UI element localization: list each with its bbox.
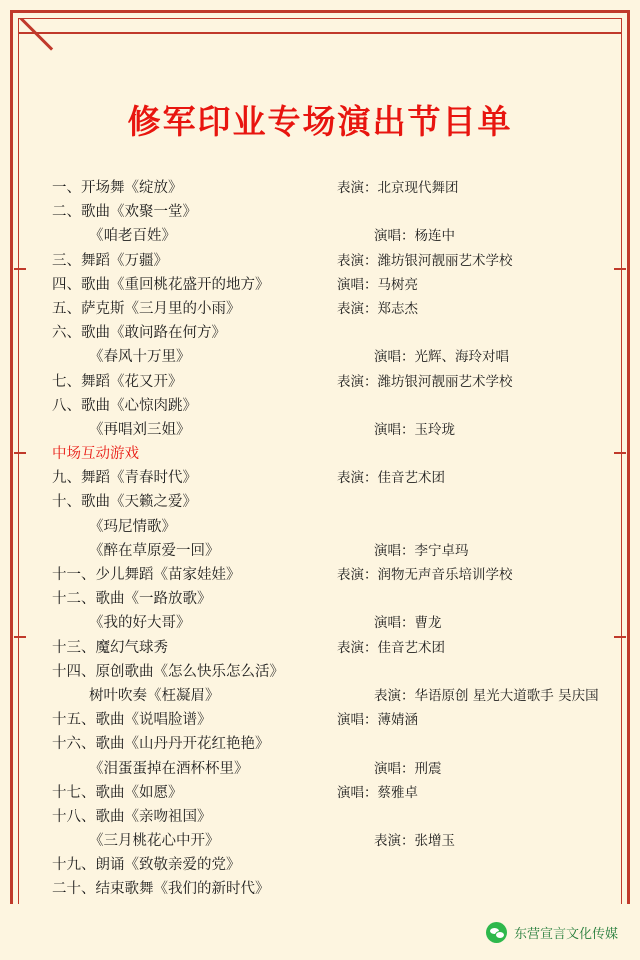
- program-row: [52, 877, 610, 901]
- program-item-title: 《玛尼情歌》: [89, 518, 176, 535]
- program-item-title: 《醉在草原爱一回》: [89, 542, 220, 559]
- program-row: [52, 829, 610, 853]
- program-row: [52, 587, 610, 611]
- program-row: [52, 345, 610, 369]
- side-tick: [14, 268, 26, 270]
- program-row: [52, 200, 610, 224]
- program-item-title: 中场互动游戏: [52, 446, 139, 463]
- program-item-title: 《咱老百姓》: [89, 228, 176, 245]
- program-row: [52, 249, 610, 273]
- program-row: [52, 732, 610, 756]
- program-row: [52, 757, 610, 781]
- program-row: [52, 708, 610, 732]
- program-item-performer: 演唱：蔡雅卓: [337, 784, 418, 801]
- program-row: [52, 224, 610, 248]
- program-item-title: 十五、歌曲《说唱脸谱》: [52, 712, 212, 729]
- decorative-band-top: [18, 18, 622, 52]
- program-item-title: 十三、魔幻气球秀: [52, 639, 168, 656]
- program-row: [52, 370, 610, 394]
- program-item-title: 《三月桃花心中开》: [89, 833, 220, 850]
- program-row: [52, 176, 610, 200]
- program-item-title: 十七、歌曲《如愿》: [52, 784, 183, 801]
- program-item-title: 十四、原创歌曲《怎么快乐怎么活》: [52, 663, 284, 680]
- program-row: [52, 563, 610, 587]
- program-item-performer: 表演：佳音艺术团: [337, 470, 445, 487]
- page-title: 修军印业专场演出节目单: [127, 102, 513, 141]
- program-item-title: 十九、朗诵《致敬亲爱的党》: [52, 857, 241, 874]
- program-item-title: 《我的好大哥》: [89, 615, 191, 632]
- program-item-title: 八、歌曲《心惊肉跳》: [52, 397, 197, 414]
- program-item-title: 三、舞蹈《万疆》: [52, 252, 168, 269]
- program-item-title: 二、歌曲《欢聚一堂》: [52, 204, 197, 221]
- program-item-performer: 演唱：马树亮: [337, 276, 418, 293]
- program-item-performer: 演唱：杨连中: [374, 228, 455, 245]
- program-row: [52, 660, 610, 684]
- program-row: [52, 297, 610, 321]
- program-item-title: 《春风十万里》: [89, 349, 191, 366]
- program-item-title: 九、舞蹈《青春时代》: [52, 470, 197, 487]
- program-list: [52, 176, 610, 902]
- program-item-performer: 表演：佳音艺术团: [337, 639, 445, 656]
- program-item-title: 十六、歌曲《山丹丹开花红艳艳》: [52, 736, 270, 753]
- program-item-title: 《泪蛋蛋掉在酒杯杯里》: [89, 760, 249, 777]
- program-item-title: 四、歌曲《重回桃花盛开的地方》: [52, 276, 270, 293]
- program-row: [52, 515, 610, 539]
- program-item-performer: 表演：潍坊银河靓丽艺术学校: [337, 252, 513, 269]
- program-item-title: 一、开场舞《绽放》: [52, 180, 183, 196]
- program-item-performer: 演唱：光辉、海玲对唱: [374, 349, 509, 366]
- program-item-title: 树叶吹奏《枉凝眉》: [89, 687, 220, 704]
- program-row: [52, 805, 610, 829]
- program-item-title: 六、歌曲《敢问路在何方》: [52, 325, 226, 342]
- program-row: [52, 273, 610, 297]
- program-item-title: 七、舞蹈《花又开》: [52, 373, 183, 390]
- program-item-title: 十八、歌曲《亲吻祖国》: [52, 808, 212, 825]
- program-row: [52, 418, 610, 442]
- program-item-performer: 演唱：刑震: [374, 760, 442, 777]
- footer: [0, 904, 640, 960]
- program-item-performer: 演唱：曹龙: [374, 615, 442, 632]
- program-row: [52, 321, 610, 345]
- program-item-performer: 演唱：李宁卓玛: [374, 542, 469, 559]
- side-tick: [14, 636, 26, 638]
- program-item-performer: 表演：郑志杰: [337, 300, 418, 317]
- program-row: [52, 466, 610, 490]
- program-row: [52, 611, 610, 635]
- program-item-performer: 表演：润物无声音乐培训学校: [337, 567, 513, 583]
- program-item-title: 十、歌曲《天籁之爱》: [52, 494, 197, 511]
- footer-account-name: 东营宣言文化传媒: [513, 926, 618, 942]
- side-tick: [614, 636, 626, 638]
- program-row: [52, 684, 610, 708]
- program-item-performer: 演唱：玉玲珑: [374, 421, 455, 438]
- program-item-performer: 演唱：薄婧涵: [337, 712, 418, 729]
- program-item-title: 十二、歌曲《一路放歌》: [52, 591, 212, 608]
- program-row: [52, 636, 610, 660]
- program-item-performer: 表演：北京现代舞团: [337, 180, 459, 196]
- side-tick: [14, 452, 26, 454]
- program-item-title: 二十、结束歌舞《我们的新时代》: [52, 881, 270, 898]
- program-item-performer: 表演：华语原创 星光大道歌手 吴庆国: [374, 687, 599, 704]
- program-row: [52, 394, 610, 418]
- program-item-title: 《再唱刘三姐》: [89, 421, 191, 438]
- program-item-title: 五、萨克斯《三月里的小雨》: [52, 300, 241, 317]
- program-row: [52, 853, 610, 877]
- side-tick: [614, 452, 626, 454]
- program-item-performer: 表演：张增玉: [374, 833, 455, 850]
- program-row: [52, 539, 610, 563]
- program-row: [52, 781, 610, 805]
- program-item-title: 十一、少儿舞蹈《苗家娃娃》: [52, 567, 241, 583]
- side-tick: [614, 268, 626, 270]
- program-row: [52, 490, 610, 514]
- program-row: [52, 442, 610, 466]
- wechat-icon: [486, 922, 507, 943]
- program-item-performer: 表演：潍坊银河靓丽艺术学校: [337, 373, 513, 390]
